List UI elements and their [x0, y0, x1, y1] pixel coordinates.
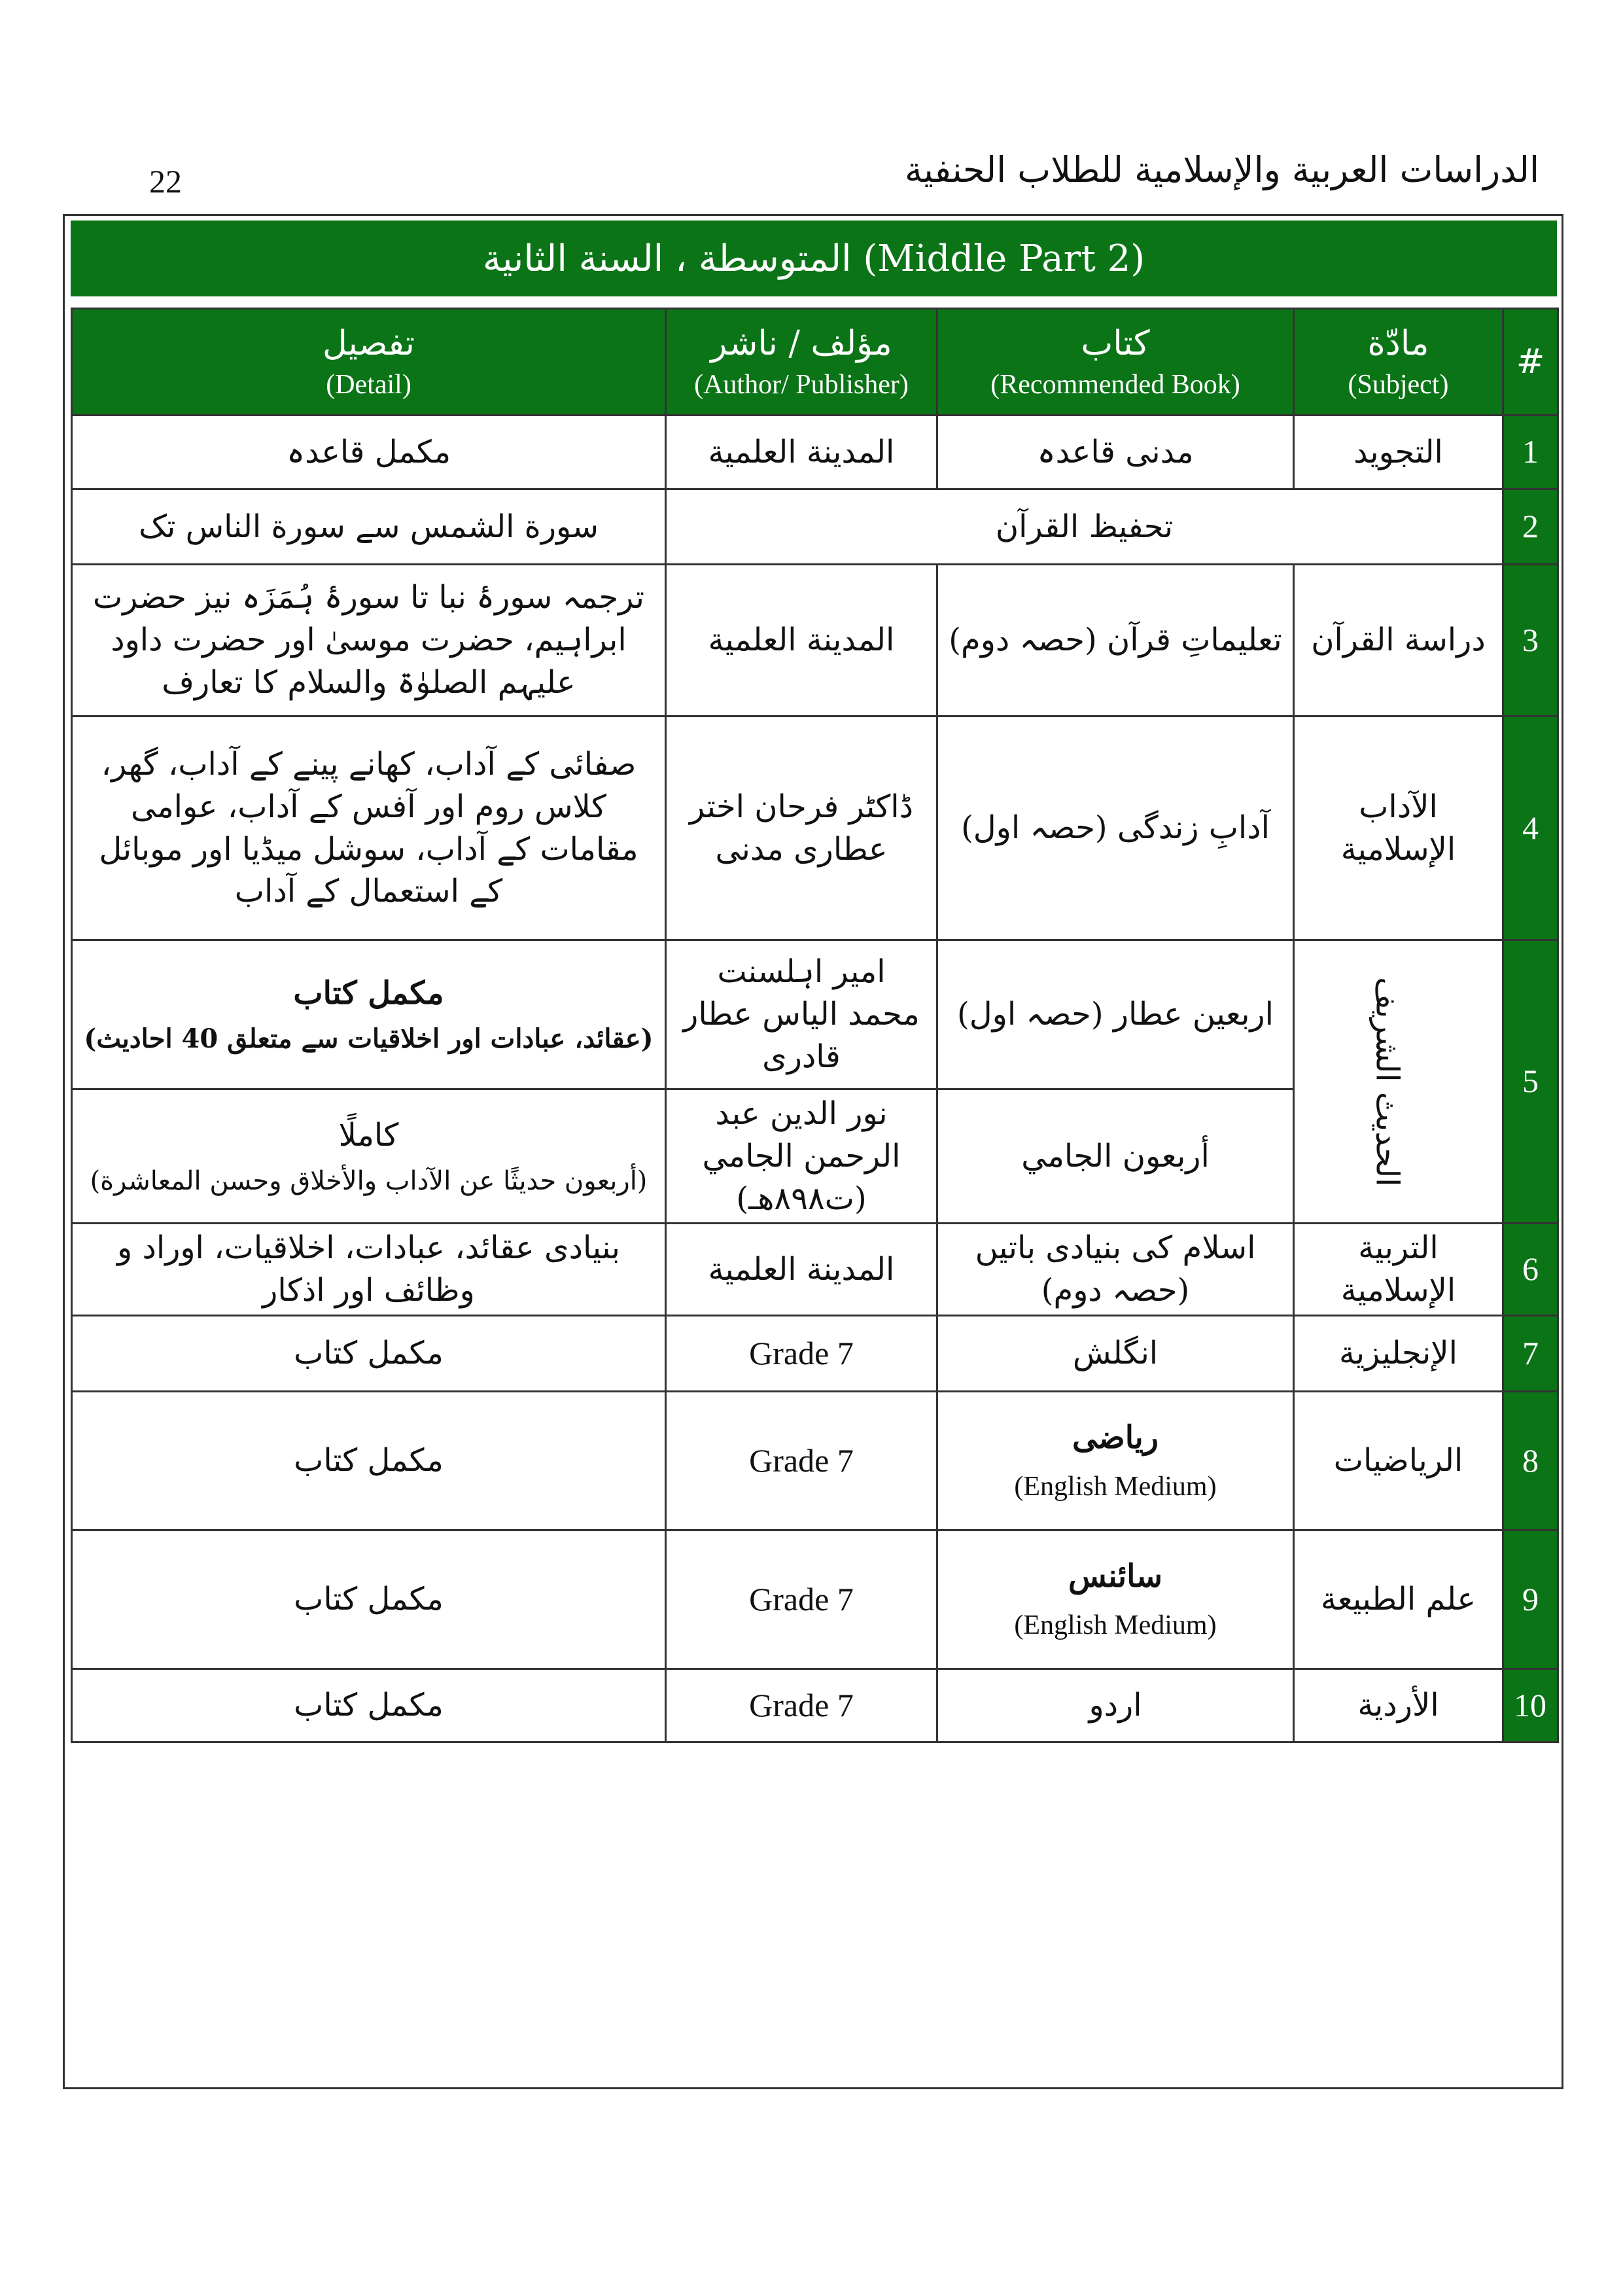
column-header-author: [666, 309, 937, 415]
row-author: Grade 7: [666, 1391, 937, 1530]
table-row: [72, 1669, 1558, 1742]
table-row: [72, 1530, 1558, 1669]
row-detail: مکمل کتاب: [72, 1391, 666, 1530]
row-subject: الأردية: [1294, 1669, 1503, 1742]
row-detail: [72, 1089, 666, 1224]
column-header-book-ar: كتاب: [1081, 323, 1150, 363]
column-header-detail-ar: تفصیل: [323, 323, 415, 363]
row-detail: سورة الشمس سے سورة الناس تک: [72, 489, 666, 565]
column-header-subject: [1294, 309, 1503, 415]
row-detail: مکمل کتاب: [72, 1315, 666, 1391]
row-subject-vertical: الحديث الشريف: [1369, 977, 1406, 1187]
table-row: [72, 1315, 1558, 1391]
row-author: المدينة العلمية: [666, 1224, 937, 1316]
row-author: Grade 7: [666, 1530, 937, 1669]
row-book: اسلام کی بنیادی باتیں (حصہ دوم): [937, 1224, 1294, 1316]
row-author: المدينة العلمية: [666, 415, 937, 489]
row-detail: مکمل قاعدہ: [72, 415, 666, 489]
row-detail: مکمل کتاب: [72, 1530, 666, 1669]
row-number: 1: [1503, 415, 1558, 489]
row-author: ڈاکٹر فرحان اختر عطاری مدنی: [666, 716, 937, 940]
row-subject-merged: تحفيظ القرآن: [666, 489, 1503, 565]
row-book-title: سائنس: [1068, 1557, 1162, 1595]
row-author: امیر اہلسنت محمد الیاس عطار قادری: [666, 940, 937, 1089]
row-number: 3: [1503, 565, 1558, 716]
row-book-note: (English Medium): [1014, 1610, 1217, 1640]
row-number: 6: [1503, 1224, 1558, 1316]
row-number: 2: [1503, 489, 1558, 565]
running-title: الدراسات العربية والإسلامية للطلاب الحنفية: [904, 149, 1539, 190]
column-header-detail: [72, 309, 666, 415]
row-book: [937, 1530, 1294, 1669]
section-title: المتوسطة ، السنة الثانية (Middle Part 2): [482, 237, 1145, 280]
row-book-title: ریاضی: [1072, 1419, 1159, 1456]
table-row: [72, 565, 1558, 716]
row-author: نور الدين عبد الرحمن الجامي (ت٨٩٨هـ): [666, 1089, 937, 1224]
column-header-author-ar: مؤلف / ناشر: [710, 323, 892, 363]
row-detail-note: (أربعون حديثًا عن الآداب والأخلاق وحسن المعاشرة): [90, 1165, 648, 1196]
column-header-book: [937, 309, 1294, 415]
curriculum-table: [71, 308, 1559, 1743]
row-number: 4: [1503, 716, 1558, 940]
column-header-number: #: [1503, 309, 1558, 415]
row-number: 7: [1503, 1315, 1558, 1391]
row-subject: التجويد: [1294, 415, 1503, 489]
table-header-row: [72, 309, 1558, 415]
row-number: 10: [1503, 1669, 1558, 1742]
table-row: [72, 1224, 1558, 1316]
column-header-detail-en: (Detail): [326, 369, 411, 400]
table-row: [72, 1391, 1558, 1530]
row-detail: صفائی کے آداب، کھانے پینے کے آداب، گھر، کلاس روم اور آفس کے آداب، عوامی مقامات کے آداب، سوشل میڈیا اور موبائل کے استعمال کے آداب: [72, 716, 666, 940]
row-book: اردو: [937, 1669, 1294, 1742]
column-header-author-en: (Author/ Publisher): [694, 369, 909, 400]
row-subject: الإنجليزية: [1294, 1315, 1503, 1391]
row-subject: دراسة القرآن: [1294, 565, 1503, 716]
row-number: 8: [1503, 1391, 1558, 1530]
row-subject: الآداب الإسلامية: [1294, 716, 1503, 940]
row-detail: [72, 940, 666, 1089]
row-author: Grade 7: [666, 1669, 937, 1742]
row-book: أربعون الجامي: [937, 1089, 1294, 1224]
table-row: [72, 415, 1558, 489]
row-subject: [1294, 940, 1503, 1224]
column-header-subject-en: (Subject): [1348, 369, 1449, 400]
row-detail-main: مکمل کتاب: [293, 975, 444, 1012]
row-subject: الرياضيات: [1294, 1391, 1503, 1530]
section-title-bar: [71, 221, 1557, 300]
row-book-note: (English Medium): [1014, 1471, 1217, 1502]
table-row: [72, 489, 1558, 565]
row-detail-main: كاملًا: [338, 1116, 399, 1154]
row-number: 5: [1503, 940, 1558, 1224]
table-row: [72, 716, 1558, 940]
row-book: انگلش: [937, 1315, 1294, 1391]
row-detail: مکمل کتاب: [72, 1669, 666, 1742]
column-header-subject-ar: مادّة: [1367, 323, 1429, 363]
column-header-book-en: (Recommended Book): [990, 369, 1240, 400]
row-book: تعلیماتِ قرآن (حصہ دوم): [937, 565, 1294, 716]
page-number: 22: [149, 163, 182, 200]
row-author: المدينة العلمية: [666, 565, 937, 716]
table-row: [72, 940, 1558, 1089]
row-book: آدابِ زندگی (حصہ اول): [937, 716, 1294, 940]
row-number: 9: [1503, 1530, 1558, 1669]
row-book: مدنی قاعدہ: [937, 415, 1294, 489]
row-detail-note: (عقائد، عبادات اور اخلاقیات سے متعلق 40 احادیث): [84, 1023, 654, 1054]
row-subject: التربية الإسلامية: [1294, 1224, 1503, 1316]
row-book: [937, 1391, 1294, 1530]
row-detail: ترجمہ سورۂ نبا تا سورۂ ہُمَزَہ نیز حضرت ابراہیم، حضرت موسیٰ اور حضرت داود علیہم الصلوٰۃ والسلام کا تعارف: [72, 565, 666, 716]
row-detail: بنیادی عقائد، عبادات، اخلاقیات، اوراد و وظائف اور اذکار: [72, 1224, 666, 1316]
row-book: اربعین عطار (حصہ اول): [937, 940, 1294, 1089]
row-author: Grade 7: [666, 1315, 937, 1391]
row-subject: علم الطبيعة: [1294, 1530, 1503, 1669]
